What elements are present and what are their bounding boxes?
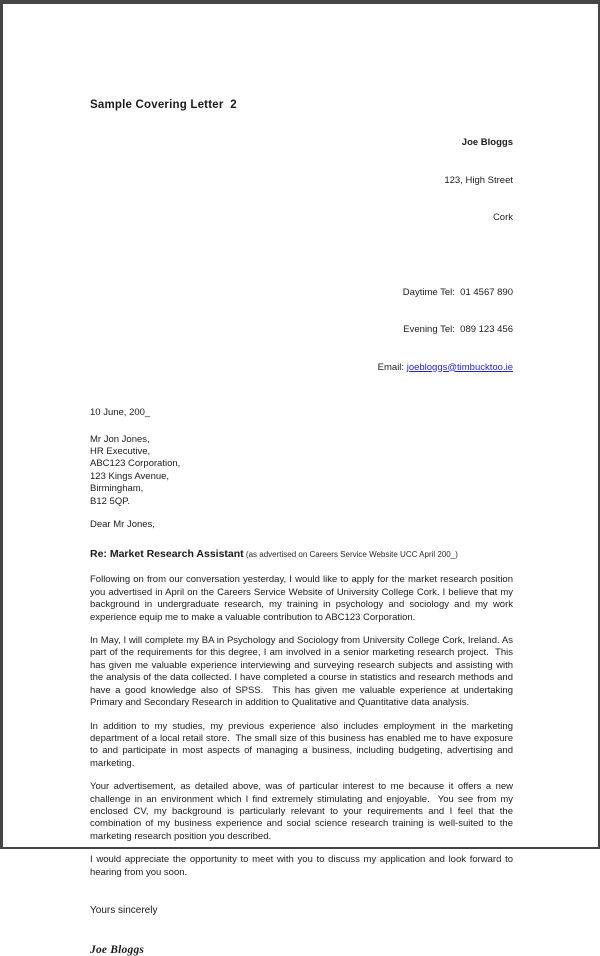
sender-address-line: 123, High Street: [444, 174, 513, 186]
recipient-line: Mr Jon Jones,: [90, 433, 150, 445]
body-paragraph: Following on from our conversation yesterday, I would like to apply for the market research position you advertised in April on the Careers Service Website of University College Cork. I believe that my background in undergraduate research, my training in psychology and sociology and my work experience equip me to make a valuable contribution to ABC123 Corporation.: [90, 574, 516, 623]
signature: Joe Bloggs: [90, 943, 145, 956]
recipient-line: Birmingham,: [90, 483, 144, 495]
body-paragraph: In addition to my studies, my previous experience also includes employment in the marketing department of a local retail store. The small size of this business has enabled me to have exposure to and participate in most aspects of managing a business, including budgeting, advertising and marketing.: [90, 720, 516, 769]
sender-address-block: [90, 112, 513, 399]
subject-line: [90, 544, 513, 562]
recipient-line: HR Executive,: [90, 445, 151, 457]
salutation: Dear Mr Jones,: [90, 518, 155, 530]
recipient-line: B12 5QP.: [90, 495, 130, 507]
letter-content: [90, 99, 516, 956]
recipient-line: 123 Kings Avenue,: [90, 470, 170, 482]
sender-daytime-tel: Daytime Tel: 01 4567 890: [402, 286, 513, 298]
email-link[interactable]: joebloggs@timbucktoo.ie: [406, 361, 513, 373]
body-paragraph: Your advertisement, as detailed above, was of particular interest to me because it offers a new challenge in an environment which I find extremely stimulating and enjoyable. You see from my enclosed CV, my background is particularly relevant to your requirements and I feel that the combination of my business experience and social science research training is well-suited to the marketing research position you described.: [90, 781, 516, 842]
subject-title: Re: Market Research Assistant: [90, 548, 244, 561]
sender-email-line: [90, 362, 513, 375]
document-title: Sample Covering Letter 2: [90, 99, 237, 111]
recipient-address-block: [90, 434, 513, 508]
body-paragraph: In May, I will complete my BA in Psychology and Sociology from University College Cork, Ireland. As part of the requirements for this degree, I am involved in a senior marketing research project. This has given me valuable experience interviewing and surveying research subjects and assisting with the analysis of the data collected. I have completed a course in statistics and research methods and have a good knowledge also of SPSS. This has given me valuable experience at undertaking Primary and Secondary Research in addition to Qualitative and Quantitative data analysis.: [90, 635, 516, 709]
recipient-line: ABC123 Corporation,: [90, 458, 181, 470]
subject-note: (as advertised on Careers Service Website UCC April 200_): [243, 550, 458, 560]
sender-address-line: Cork: [492, 212, 513, 223]
sender-evening-tel: Evening Tel: 089 123 456: [403, 324, 513, 335]
body-paragraph: I would appreciate the opportunity to meet with you to discuss my application and look forward to hearing from you soon.: [90, 854, 516, 878]
closing: Yours sincerely: [90, 904, 158, 916]
spacer: [90, 250, 513, 262]
email-label: Email:: [377, 361, 407, 373]
sender-name: Joe Bloggs: [461, 137, 513, 148]
letter-date: 10 June, 200_: [90, 407, 151, 418]
